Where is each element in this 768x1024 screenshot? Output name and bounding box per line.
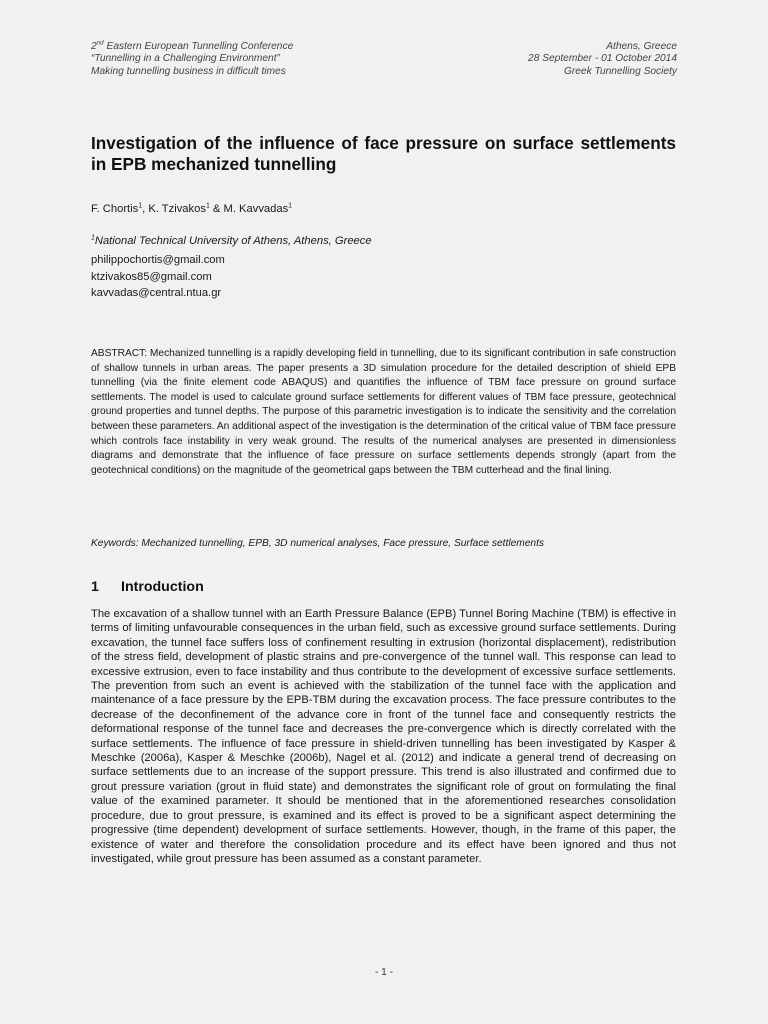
conference-dates: 28 September - 01 October 2014 <box>528 53 677 65</box>
affiliation: $^1$National Technical University of Athens, Athens, Greece <box>91 234 372 247</box>
email-list <box>91 252 225 302</box>
conference-name: 2nd Eastern European Tunnelling Conference <box>91 39 294 52</box>
conference-theme: “Tunnelling in a Challenging Environment” <box>91 53 280 65</box>
section-title: Introduction <box>121 579 204 595</box>
conference-subtitle: Making tunnelling business in difficult times <box>91 65 286 77</box>
keywords-line: Keywords: Mechanized tunnelling, EPB, 3D numerical analyses, Face pressure, Surface settlements <box>91 538 544 549</box>
conference-organizer: Greek Tunnelling Society <box>563 65 677 77</box>
email-address: kavvadas@central.ntua.gr <box>91 287 222 299</box>
body-paragraph: The excavation of a shallow tunnel with an Earth Pressure Balance (EPB) Tunnel Boring Machine (TBM) is effective in terms of limiting unfavourable consequences in the urban field, such as excessive ground surface settlements. During excavation, the tunnel face suffers loss of confinement resulting in extrusion (horizontal displacement), redistribution of the stress field, development of plastic strains and pre-convergence of the tunnel wall. This response can lead to excessive extrusion, even to face instability and thus contribute to the development of excessive surface settlements. The prevention from such an event is achieved with the stabilization of the tunnel face with the application and maintenance of a face pressure by the EPB-TBM during the excavation process. The face pressure contributes to the decrease of the deconfinement of the advance core in front of the tunnel face and consequently restricts the deformational response of the tunnel face and decreases the pre-convergence which is directly correlated with the surface settlements. The influence of face pressure in shield-driven tunnelling has been investigated by Kasper & Meschke (2006a), Kasper & Meschke (2006b), Nagel et al. (2012) and indicate a general trend of decreasing on surface settlements due to an increase of the support pressure. This trend is also illustrated and confirmed due to grout pressure variation (grout in fluid state) and demonstrates the significant role of grout on formulating the final value of the examined parameter. It should be mentioned that in the aforementioned researches consolidation procedure, due to grout pressure, is examined and its effect is proved to be a significant aspect determining the progressive (time dependent) development of surface settlements. However, though, in the frame of this paper, the existence of water and therefore the consolidation procedure and its effect have been ignored and thus not investigated, while grout pressure has been assumed as a constant parameter. <box>91 608 676 865</box>
abstract-paragraph: ABSTRACT: Mechanized tunnelling is a rapidly developing field in tunnelling, due to its significant contribution in safe construction of shallow tunnels in urban areas. The paper presents a 3D simulation procedure for the detailed description of shield EPB tunnelling (via the finite element code ABAQUS) and quantifies the influence of TBM face pressure on ground surface settlements. The model is used to calculate ground surface settlements for different values of TBM face pressure, geotechnical ground properties and tunnel depths. The purpose of this parametric investigation is to indicate the sensitivity and the correlation between these parameters. An additional aspect of the investigation is the determination of the critical value of TBM face pressure which controls face instability in very weak ground. The results of the numerical analyses are presented in dimensionless diagrams and demonstrate that the influence of face pressure on surface settlements depends strongly (apart from the geotechnical conditions) on the magnitude of the geometrical gaps between the TBM cutterhead and the final lining. <box>91 348 676 476</box>
email-address: ktzivakos85@gmail.com <box>91 270 212 283</box>
author-list: F. Chortis$^1$, K. Tzivakos$^1$ & M. Kavvadas$^1$ <box>91 202 293 215</box>
email-address: philippochortis@gmail.com <box>91 254 225 266</box>
paper-title: Investigation of the influence of face pressure on surface settlements in EPB mechanized tunnelling <box>91 133 676 174</box>
section-heading <box>91 579 204 595</box>
conference-location-info <box>528 41 677 78</box>
author-name: F. Chortis <box>91 203 139 215</box>
section-number: 1 <box>91 579 99 595</box>
author-name: K. Tzivakos <box>148 203 206 215</box>
conference-location: Athens, Greece <box>606 41 677 52</box>
conference-info <box>91 41 293 78</box>
page-number: - 1 - <box>374 967 394 978</box>
author-name: M. Kavvadas <box>223 203 289 215</box>
